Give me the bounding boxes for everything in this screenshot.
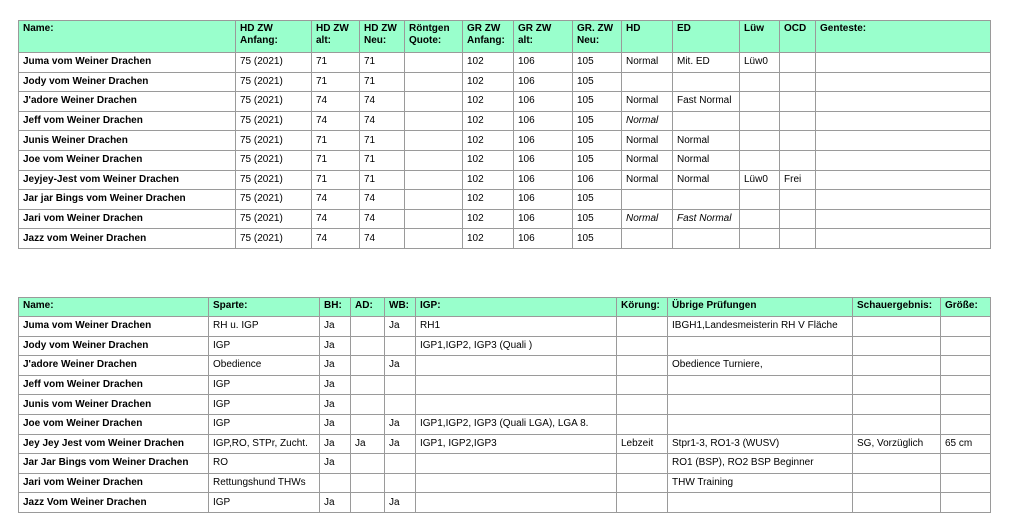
gr-zw-new-cell: 105 — [573, 53, 622, 73]
hd-cell: Normal — [622, 150, 673, 170]
other-exams-cell — [668, 336, 853, 356]
bh-cell: Ja — [320, 336, 351, 356]
table-row — [19, 92, 991, 112]
header-cell: Name: — [19, 21, 236, 53]
dog-name-cell: Jeff vom Weiner Drachen — [19, 375, 209, 395]
hd-zw-old-cell: 71 — [312, 170, 360, 190]
wb-cell: Ja — [385, 434, 416, 454]
hd-cell: Normal — [622, 92, 673, 112]
gr-zw-old-cell: 106 — [514, 72, 573, 92]
discipline-cell: IGP,RO, STPr, Zucht. — [209, 434, 320, 454]
table-row — [19, 229, 991, 249]
dog-name-cell: Jazz Vom Weiner Drachen — [19, 493, 209, 513]
discipline-cell: RH u. IGP — [209, 317, 320, 337]
hd-cell — [622, 190, 673, 210]
gr-zw-new-cell: 105 — [573, 111, 622, 131]
dog-name-cell: Joe vom Weiner Drachen — [19, 150, 236, 170]
dog-name-cell: Jar jar Bings vom Weiner Drachen — [19, 190, 236, 210]
hd-zw-start-cell: 75 (2021) — [236, 150, 312, 170]
show-result-cell — [853, 317, 941, 337]
gr-zw-start-cell: 102 — [463, 53, 514, 73]
dog-name-cell: Junis vom Weiner Drachen — [19, 395, 209, 415]
gene-tests-cell — [816, 53, 991, 73]
gr-zw-old-cell: 106 — [514, 53, 573, 73]
size-cell — [941, 493, 991, 513]
dog-name-cell: J'adore Weiner Drachen — [19, 356, 209, 376]
gr-zw-old-cell: 106 — [514, 150, 573, 170]
ocd-cell — [780, 72, 816, 92]
show-result-cell — [853, 336, 941, 356]
xray-quota-cell — [405, 53, 463, 73]
other-exams-cell: IBGH1,Landesmeisterin RH V Fläche — [668, 317, 853, 337]
ad-cell: Ja — [351, 434, 385, 454]
xray-quota-cell — [405, 72, 463, 92]
size-cell: 65 cm — [941, 434, 991, 454]
other-exams-cell: THW Training — [668, 473, 853, 493]
luew-cell — [740, 92, 780, 112]
gr-zw-new-cell: 106 — [573, 170, 622, 190]
koerung-cell — [617, 375, 668, 395]
wb-cell — [385, 336, 416, 356]
header-cell: Röntgen Quote: — [405, 21, 463, 53]
gr-zw-old-cell: 106 — [514, 209, 573, 229]
show-result-cell — [853, 493, 941, 513]
igp-cell — [416, 493, 617, 513]
header-cell: GR. ZW Neu: — [573, 21, 622, 53]
gr-zw-old-cell: 106 — [514, 170, 573, 190]
hd-zw-new-cell: 74 — [360, 111, 405, 131]
gr-zw-start-cell: 102 — [463, 209, 514, 229]
header-cell: Genteste: — [816, 21, 991, 53]
table-row — [19, 473, 991, 493]
gr-zw-new-cell: 105 — [573, 131, 622, 151]
luew-cell — [740, 190, 780, 210]
ocd-cell — [780, 111, 816, 131]
wb-cell — [385, 395, 416, 415]
dog-name-cell: Jari vom Weiner Drachen — [19, 209, 236, 229]
header-cell: Name: — [19, 298, 209, 317]
dog-name-cell: J'adore Weiner Drachen — [19, 92, 236, 112]
wb-cell: Ja — [385, 317, 416, 337]
luew-cell: Lüw0 — [740, 170, 780, 190]
table-row — [19, 414, 991, 434]
igp-cell — [416, 375, 617, 395]
ed-cell: Normal — [673, 150, 740, 170]
hd-zw-start-cell: 75 (2021) — [236, 53, 312, 73]
hd-cell: Normal — [622, 170, 673, 190]
gr-zw-new-cell: 105 — [573, 209, 622, 229]
ed-cell: Normal — [673, 170, 740, 190]
xray-quota-cell — [405, 150, 463, 170]
luew-cell — [740, 229, 780, 249]
koerung-cell — [617, 317, 668, 337]
table-row — [19, 493, 991, 513]
igp-cell — [416, 356, 617, 376]
ed-cell: Mit. ED — [673, 53, 740, 73]
header-cell: ED — [673, 21, 740, 53]
ad-cell — [351, 317, 385, 337]
ocd-cell — [780, 92, 816, 112]
hd-zw-new-cell: 71 — [360, 150, 405, 170]
other-exams-cell — [668, 414, 853, 434]
hd-zw-old-cell: 74 — [312, 229, 360, 249]
bh-cell: Ja — [320, 454, 351, 474]
hd-zw-new-cell: 74 — [360, 209, 405, 229]
gr-zw-new-cell: 105 — [573, 190, 622, 210]
gr-zw-start-cell: 102 — [463, 92, 514, 112]
gr-zw-start-cell: 102 — [463, 72, 514, 92]
dog-name-cell: Jody vom Weiner Drachen — [19, 336, 209, 356]
koerung-cell — [617, 454, 668, 474]
ad-cell — [351, 375, 385, 395]
dog-name-cell: Juma vom Weiner Drachen — [19, 317, 209, 337]
size-cell — [941, 395, 991, 415]
dog-name-cell: Jazz vom Weiner Drachen — [19, 229, 236, 249]
show-result-cell: SG, Vorzüglich — [853, 434, 941, 454]
header-cell: Lüw — [740, 21, 780, 53]
other-exams-cell — [668, 493, 853, 513]
table-row — [19, 395, 991, 415]
wb-cell — [385, 454, 416, 474]
show-result-cell — [853, 473, 941, 493]
gr-zw-old-cell: 106 — [514, 229, 573, 249]
hd-zw-start-cell: 75 (2021) — [236, 209, 312, 229]
gr-zw-old-cell: 106 — [514, 131, 573, 151]
koerung-cell — [617, 473, 668, 493]
ed-cell: Normal — [673, 131, 740, 151]
table-row — [19, 375, 991, 395]
gene-tests-cell — [816, 170, 991, 190]
ad-cell — [351, 414, 385, 434]
show-result-cell — [853, 356, 941, 376]
table-row — [19, 72, 991, 92]
hd-zw-start-cell: 75 (2021) — [236, 131, 312, 151]
ed-cell: Fast Normal — [673, 209, 740, 229]
luew-cell — [740, 111, 780, 131]
gene-tests-cell — [816, 111, 991, 131]
ocd-cell: Frei — [780, 170, 816, 190]
koerung-cell — [617, 336, 668, 356]
header-cell: HD ZW Anfang: — [236, 21, 312, 53]
header-cell: Sparte: — [209, 298, 320, 317]
header-cell: GR ZW Anfang: — [463, 21, 514, 53]
wb-cell: Ja — [385, 414, 416, 434]
header-cell: IGP: — [416, 298, 617, 317]
header-cell: HD — [622, 21, 673, 53]
gr-zw-old-cell: 106 — [514, 92, 573, 112]
discipline-cell: IGP — [209, 493, 320, 513]
size-cell — [941, 336, 991, 356]
header-cell: HD ZW alt: — [312, 21, 360, 53]
dog-name-cell: Jeff vom Weiner Drachen — [19, 111, 236, 131]
gene-tests-cell — [816, 209, 991, 229]
gr-zw-start-cell: 102 — [463, 131, 514, 151]
gr-zw-start-cell: 102 — [463, 190, 514, 210]
gr-zw-new-cell: 105 — [573, 229, 622, 249]
dog-name-cell: Juma vom Weiner Drachen — [19, 53, 236, 73]
header-cell: BH: — [320, 298, 351, 317]
gr-zw-new-cell: 105 — [573, 150, 622, 170]
ed-cell — [673, 72, 740, 92]
wb-cell: Ja — [385, 356, 416, 376]
hd-cell: Normal — [622, 131, 673, 151]
ocd-cell — [780, 190, 816, 210]
ad-cell — [351, 473, 385, 493]
hd-cell: Normal — [622, 111, 673, 131]
koerung-cell: Lebzeit — [617, 434, 668, 454]
hd-cell: Normal — [622, 209, 673, 229]
ocd-cell — [780, 131, 816, 151]
discipline-cell: IGP — [209, 395, 320, 415]
header-cell: GR ZW alt: — [514, 21, 573, 53]
other-exams-cell: RO1 (BSP), RO2 BSP Beginner — [668, 454, 853, 474]
gr-zw-old-cell: 106 — [514, 190, 573, 210]
ad-cell — [351, 493, 385, 513]
table-row — [19, 111, 991, 131]
hd-zw-old-cell: 74 — [312, 190, 360, 210]
hd-zw-new-cell: 71 — [360, 72, 405, 92]
table-row — [19, 454, 991, 474]
hd-zw-start-cell: 75 (2021) — [236, 92, 312, 112]
hd-zw-new-cell: 71 — [360, 131, 405, 151]
show-result-cell — [853, 375, 941, 395]
size-cell — [941, 414, 991, 434]
ed-cell — [673, 190, 740, 210]
xray-quota-cell — [405, 170, 463, 190]
hd-zw-new-cell: 74 — [360, 229, 405, 249]
hd-zw-new-cell: 74 — [360, 190, 405, 210]
size-cell — [941, 375, 991, 395]
hd-zw-start-cell: 75 (2021) — [236, 190, 312, 210]
header-cell: AD: — [351, 298, 385, 317]
ad-cell — [351, 356, 385, 376]
training-results-table — [18, 297, 991, 513]
table-row — [19, 131, 991, 151]
igp-cell: IGP1,IGP2, IGP3 (Quali ) — [416, 336, 617, 356]
xray-quota-cell — [405, 209, 463, 229]
discipline-cell: IGP — [209, 375, 320, 395]
size-cell — [941, 473, 991, 493]
other-exams-cell — [668, 395, 853, 415]
table-row — [19, 434, 991, 454]
discipline-cell: Rettungshund THWs — [209, 473, 320, 493]
gr-zw-new-cell: 105 — [573, 92, 622, 112]
dog-name-cell: Jody vom Weiner Drachen — [19, 72, 236, 92]
igp-cell — [416, 395, 617, 415]
header-cell: Übrige Prüfungen — [668, 298, 853, 317]
luew-cell — [740, 209, 780, 229]
ocd-cell — [780, 209, 816, 229]
igp-cell — [416, 454, 617, 474]
bh-cell — [320, 473, 351, 493]
xray-quota-cell — [405, 229, 463, 249]
hd-zw-start-cell: 75 (2021) — [236, 229, 312, 249]
ad-cell — [351, 336, 385, 356]
show-result-cell — [853, 454, 941, 474]
size-cell — [941, 317, 991, 337]
hd-zw-start-cell: 75 (2021) — [236, 72, 312, 92]
other-exams-cell — [668, 375, 853, 395]
discipline-cell: IGP — [209, 414, 320, 434]
luew-cell — [740, 150, 780, 170]
wb-cell: Ja — [385, 493, 416, 513]
igp-cell — [416, 473, 617, 493]
other-exams-cell: Obedience Turniere, — [668, 356, 853, 376]
gr-zw-start-cell: 102 — [463, 111, 514, 131]
hd-cell — [622, 229, 673, 249]
ed-cell: Fast Normal — [673, 92, 740, 112]
table-row — [19, 170, 991, 190]
ed-cell — [673, 229, 740, 249]
header-cell: Größe: — [941, 298, 991, 317]
table-header-row — [19, 298, 991, 317]
discipline-cell: IGP — [209, 336, 320, 356]
bh-cell: Ja — [320, 434, 351, 454]
wb-cell — [385, 473, 416, 493]
table-row — [19, 336, 991, 356]
xray-quota-cell — [405, 92, 463, 112]
ocd-cell — [780, 229, 816, 249]
gr-zw-start-cell: 102 — [463, 150, 514, 170]
hd-zw-old-cell: 74 — [312, 111, 360, 131]
hd-zw-old-cell: 71 — [312, 53, 360, 73]
discipline-cell: RO — [209, 454, 320, 474]
koerung-cell — [617, 395, 668, 415]
xray-quota-cell — [405, 190, 463, 210]
table-row — [19, 150, 991, 170]
wb-cell — [385, 375, 416, 395]
gr-zw-new-cell: 105 — [573, 72, 622, 92]
luew-cell: Lüw0 — [740, 53, 780, 73]
bh-cell: Ja — [320, 395, 351, 415]
bh-cell: Ja — [320, 414, 351, 434]
gene-tests-cell — [816, 72, 991, 92]
header-cell: HD ZW Neu: — [360, 21, 405, 53]
gene-tests-cell — [816, 229, 991, 249]
gene-tests-cell — [816, 131, 991, 151]
hd-zw-old-cell: 74 — [312, 209, 360, 229]
hd-cell — [622, 72, 673, 92]
discipline-cell: Obedience — [209, 356, 320, 376]
table-header-row — [19, 21, 991, 53]
gr-zw-start-cell: 102 — [463, 170, 514, 190]
koerung-cell — [617, 414, 668, 434]
hd-zw-old-cell: 71 — [312, 72, 360, 92]
header-cell: Körung: — [617, 298, 668, 317]
health-values-table — [18, 20, 991, 249]
ocd-cell — [780, 53, 816, 73]
table-row — [19, 190, 991, 210]
ad-cell — [351, 454, 385, 474]
show-result-cell — [853, 414, 941, 434]
gr-zw-old-cell: 106 — [514, 111, 573, 131]
gene-tests-cell — [816, 190, 991, 210]
dog-name-cell: Jari vom Weiner Drachen — [19, 473, 209, 493]
hd-zw-old-cell: 74 — [312, 92, 360, 112]
hd-zw-new-cell: 71 — [360, 170, 405, 190]
dog-name-cell: Jey Jey Jest vom Weiner Drachen — [19, 434, 209, 454]
hd-zw-old-cell: 71 — [312, 131, 360, 151]
ad-cell — [351, 395, 385, 415]
hd-zw-new-cell: 71 — [360, 53, 405, 73]
igp-cell: IGP1,IGP2, IGP3 (Quali LGA), LGA 8. — [416, 414, 617, 434]
dog-name-cell: Jeyjey-Jest vom Weiner Drachen — [19, 170, 236, 190]
size-cell — [941, 454, 991, 474]
table-row — [19, 356, 991, 376]
header-cell: Schauergebnis: — [853, 298, 941, 317]
ed-cell — [673, 111, 740, 131]
bh-cell: Ja — [320, 317, 351, 337]
gene-tests-cell — [816, 150, 991, 170]
igp-cell: IGP1, IGP2,IGP3 — [416, 434, 617, 454]
hd-zw-new-cell: 74 — [360, 92, 405, 112]
table-row — [19, 209, 991, 229]
ocd-cell — [780, 150, 816, 170]
koerung-cell — [617, 356, 668, 376]
gr-zw-start-cell: 102 — [463, 229, 514, 249]
igp-cell: RH1 — [416, 317, 617, 337]
xray-quota-cell — [405, 111, 463, 131]
hd-zw-start-cell: 75 (2021) — [236, 170, 312, 190]
hd-zw-old-cell: 71 — [312, 150, 360, 170]
luew-cell — [740, 131, 780, 151]
table-row — [19, 53, 991, 73]
dog-name-cell: Jar Jar Bings vom Weiner Drachen — [19, 454, 209, 474]
table-row — [19, 317, 991, 337]
xray-quota-cell — [405, 131, 463, 151]
luew-cell — [740, 72, 780, 92]
dog-name-cell: Joe vom Weiner Drachen — [19, 414, 209, 434]
header-cell: WB: — [385, 298, 416, 317]
dog-name-cell: Junis Weiner Drachen — [19, 131, 236, 151]
bh-cell: Ja — [320, 493, 351, 513]
hd-cell: Normal — [622, 53, 673, 73]
other-exams-cell: Stpr1-3, RO1-3 (WUSV) — [668, 434, 853, 454]
header-cell: OCD — [780, 21, 816, 53]
gene-tests-cell — [816, 92, 991, 112]
show-result-cell — [853, 395, 941, 415]
bh-cell: Ja — [320, 375, 351, 395]
hd-zw-start-cell: 75 (2021) — [236, 111, 312, 131]
koerung-cell — [617, 493, 668, 513]
size-cell — [941, 356, 991, 376]
bh-cell: Ja — [320, 356, 351, 376]
